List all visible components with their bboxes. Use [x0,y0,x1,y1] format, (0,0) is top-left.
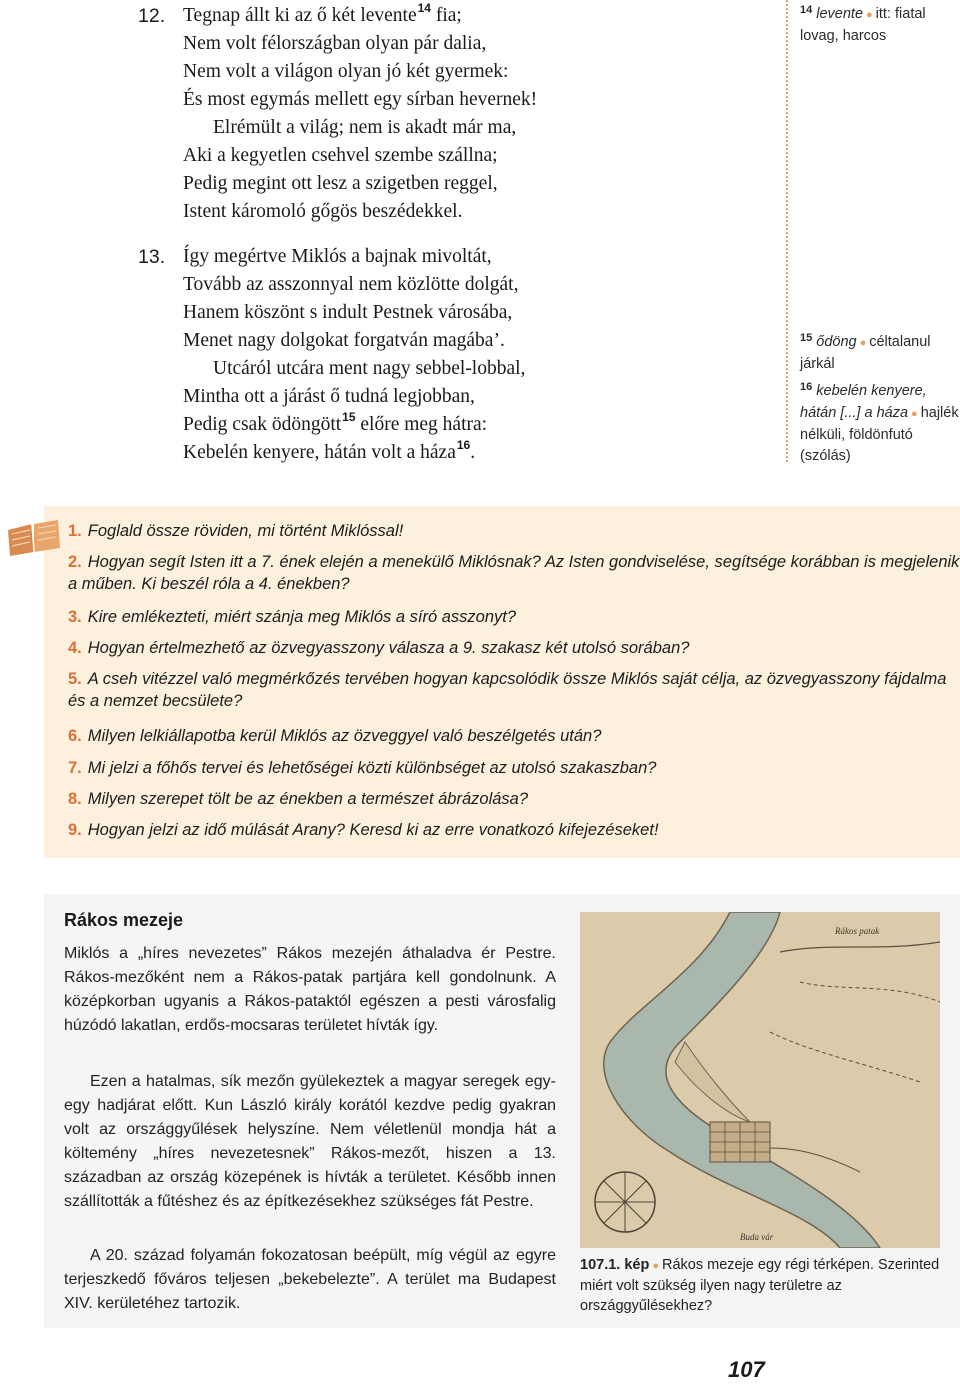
question-item: 5. A cseh vitézzel való megmérkőzés tervében hogyan kapcsolódik össze Miklós saját célja, az özvegyasszony fájdalma és a nemzet becsülete? [68,670,947,710]
bullet-icon: ● [652,1260,659,1272]
verse-line: Menet nagy dolgokat forgatván magába’. [183,330,505,351]
stanza-number: 13. [138,246,166,268]
question-item: 9. Hogyan jelzi az idő múlását Arany? Keresd ki az erre vonatkozó kifejezéseket! [68,821,659,839]
verse-line: Elrémült a világ; nem is akadt már ma, [213,117,517,138]
info-paragraph: A 20. század folyamán fokozatosan beépült, míg végül az egyre terjeszkedő főváros teljesen „bekebelezte”. A terület ma Budapest XIV. kerületéhez tartozik. [64,1247,556,1312]
verse-line: Utcáról utcára ment nagy sebbel-lobbal, [213,358,526,379]
question-item: 1. Foglald össze röviden, mi történt Miklóssal! [68,522,404,540]
gloss-word: levente [816,6,864,22]
verse-line: Pedig megint ott lesz a szigetben reggel, [183,173,498,194]
verse-line: Tovább az asszonnyal nem közlötte dolgát, [183,274,519,295]
map-label: Rákos patak [835,926,880,936]
footnote-ref: 15 [342,410,356,424]
gloss-divider [786,0,788,462]
footnote-ref: 16 [456,438,471,452]
info-box-title: Rákos mezeje [64,910,184,930]
map-label: Buda vár [740,1232,774,1242]
question-item: 2. Hogyan segít Isten itt a 7. ének elején a menekülő Miklósnak? Az Isten gondviselése, segítsége korábban is megjelenik a műben. Ki beszél róla a 4. énekben? [68,553,960,593]
gloss-16: $^{16}$ kebelén kenyere, hátán [...] a háza ● hajlék nélküli, földönfutó (szólás) [800,381,959,464]
gloss-word: ődöng [816,334,857,350]
verse-line: Pedig csak ödöngött$^{15}$ előre meg hátra: [183,410,488,435]
question-item: 4. Hogyan értelmezhető az özvegyasszony válasza a 9. szakasz két utolsó sorában? [68,639,690,657]
caption-label: 107.1. kép [580,1257,650,1273]
old-map-image [580,912,940,1248]
verse-line: Kebelén kenyere, hátán volt a háza$^{16}$. [183,438,476,463]
stanza-number: 12. [138,5,166,27]
gloss-definition: hajlék nélküli, földönfutó (szólás) [800,405,959,464]
info-paragraph: Ezen a hatalmas, sík mezőn gyülekeztek a magyar seregek egy-egy hadjárat előtt. Kun László király korától kezdve pedig gyakran volt az országgyűlések helyszíne. Nem véletlenül mondja hát a költemény „híres nevezetesnek” Rákos-mezőt, hiszen a 13. században az ország közepének is hívták a területet. Később innen szállították a fűtéshez és az építkezésekhez szükséges fát Pestre. [64,1073,556,1210]
verse-line: Nem volt a világon olyan jó két gyermek: [183,61,509,82]
footnote-ref: 14 [417,1,431,15]
caption-text: Rákos mezeje egy régi térképen. Szerinted miért volt szükség ilyen nagy területre az országgyűlésekhez? [580,1257,940,1314]
verse-line: Hanem köszönt s indult Pestnek városába, [183,302,513,323]
bullet-icon: ● [866,9,873,21]
verse-line: Tegnap állt ki az ő két levente$^{14}$ fia; [183,1,462,26]
gloss-definition: céltalanul járkál [800,334,931,372]
bullet-icon: ● [859,337,867,349]
gloss-14: $^{14}$ levente ● itt: fiatal lovag, harcos [800,4,926,44]
verse-line: Istent káromoló gőgös beszédekkel. [183,201,463,222]
verse-line: És most egymás mellett egy sírban hevernek! [183,89,538,110]
page-number: 107 [728,1357,765,1382]
question-item: 7. Mi jelzi a főhős tervei és lehetőségei közti különbséget az utolsó szakaszban? [68,759,657,777]
bullet-icon: ● [911,408,918,420]
question-item: 8. Milyen szerepet tölt be az énekben a természet ábrázolása? [68,790,529,808]
gloss-word: kebelén kenyere, hátán [...] a háza [800,383,927,421]
image-caption [580,1255,950,1316]
gloss-definition: itt: fiatal lovag, harcos [800,6,926,44]
verse-line: Aki a kegyetlen csehvel szembe szállna; [183,145,498,166]
gloss-15: $^{15}$ ődöng ● céltalanul járkál [800,332,931,372]
info-paragraph: Miklós a „híres nevezetes” Rákos mezején áthaladva ér Pestre. Rákos-mezőként nem a Rákos-patak partjára kell gondolnunk. A középkorban ugyanis a Rákos-pataktól egészen a pesti városfalig húzódó lakatlan, erdős-mocsaras területet hívták így. [64,945,556,1034]
verse-line: Nem volt félországban olyan pár dalia, [183,33,487,54]
question-item: 6. Milyen lelkiállapotba kerül Miklós az özveggyel való beszélgetés után? [68,727,602,745]
verse-line: Mintha ott a járást ő tudná legjobban, [183,386,475,407]
question-item: 3. Kire emlékezteti, miért szánja meg Miklós a síró asszonyt? [68,608,517,626]
open-book-icon [4,516,64,560]
verse-line: Így megértve Miklós a bajnak mivoltát, [183,246,492,267]
